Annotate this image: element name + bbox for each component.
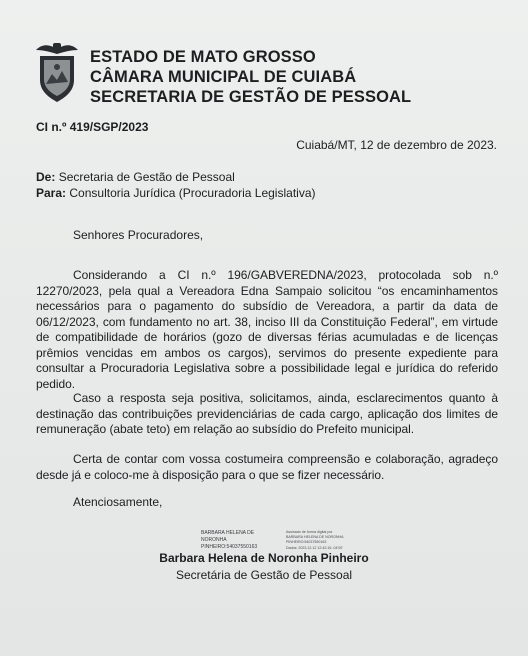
address-block xyxy=(36,170,316,201)
signature-detail-line-3: PINHEIRO:54037550163 xyxy=(286,540,327,545)
salutation: Senhores Procuradores, xyxy=(73,228,204,242)
body-paragraph-1: Considerando a CI n.º 196/GABVEREDNA/2023, protocolada sob n.º 12270/2023, pela qual a Vereadora Edna Sampaio solicitou “os encaminhamentos necessários para o pagamento do subsídio de Vereadora, a partir da data de 06/12/2023, com fundamento no art. 38, inciso III da Constituição Federal”, em virtude de compatibilidade de horários (gozo de diversas férias acumuladas e de licenças prêmios vencidas em ambos os cargos), servimos do presente expediente para consultar a Procuradoria Legislativa sobre a possibilidade legal e jurídica do referido pedido. xyxy=(36,268,498,391)
to-line xyxy=(36,186,316,202)
digital-signature-details xyxy=(286,530,344,551)
body-paragraph-3: Certa de contar com vossa costumeira compreensão e colaboração, agradeço desde já e coloco-me à disposição para o que se fizer necessário. xyxy=(36,452,498,482)
signature-detail-line-4: Dados: 2023.12.12 12:42:16 -04'00' xyxy=(286,545,343,550)
signature-name-line-1: BARBARA HELENA DE xyxy=(201,530,255,536)
digital-signature-name xyxy=(201,530,257,551)
body-paragraph-2: Caso a resposta seja positiva, solicitamos, ainda, esclarecimentos quanto à destinação das contribuições previdenciárias de cada cargo, aplicação dos limites de remuneração (abate teto) em relação ao subsídio do Prefeito municipal. xyxy=(36,391,498,436)
header-department: SECRETARIA DE GESTÃO DE PESSOAL xyxy=(90,88,412,106)
closing: Atenciosamente, xyxy=(73,495,163,509)
from-value: Secretaria de Gestão de Pessoal xyxy=(58,170,235,184)
to-value: Consultoria Jurídica (Procuradoria Legislativa) xyxy=(69,185,316,200)
signature-detail-line-2: BARBARA HELENA DE NORONHA xyxy=(286,535,344,540)
institution-header xyxy=(90,47,411,107)
document-reference: CI n.º 419/SGP/2023 xyxy=(36,120,149,134)
from-line xyxy=(36,170,316,186)
signature-name-line-2: NORONHA xyxy=(201,537,227,543)
coat-of-arms-icon xyxy=(34,40,80,104)
header-state: ESTADO DE MATO GROSSO xyxy=(90,48,316,66)
signature-name-line-3: PINHEIRO:54037550163 xyxy=(201,544,258,550)
date-line: Cuiabá/MT, 12 de dezembro de 2023. xyxy=(296,138,497,152)
header-chamber: CÂMARA MUNICIPAL DE CUIABÁ xyxy=(90,68,357,86)
from-label: De: xyxy=(36,170,56,184)
signatory-name: Barbara Helena de Noronha Pinheiro xyxy=(159,551,369,565)
signature-detail-line-1: Assinado de forma digital por xyxy=(286,530,333,534)
to-label: Para: xyxy=(36,185,67,200)
signatory-role: Secretária de Gestão de Pessoal xyxy=(175,568,353,582)
